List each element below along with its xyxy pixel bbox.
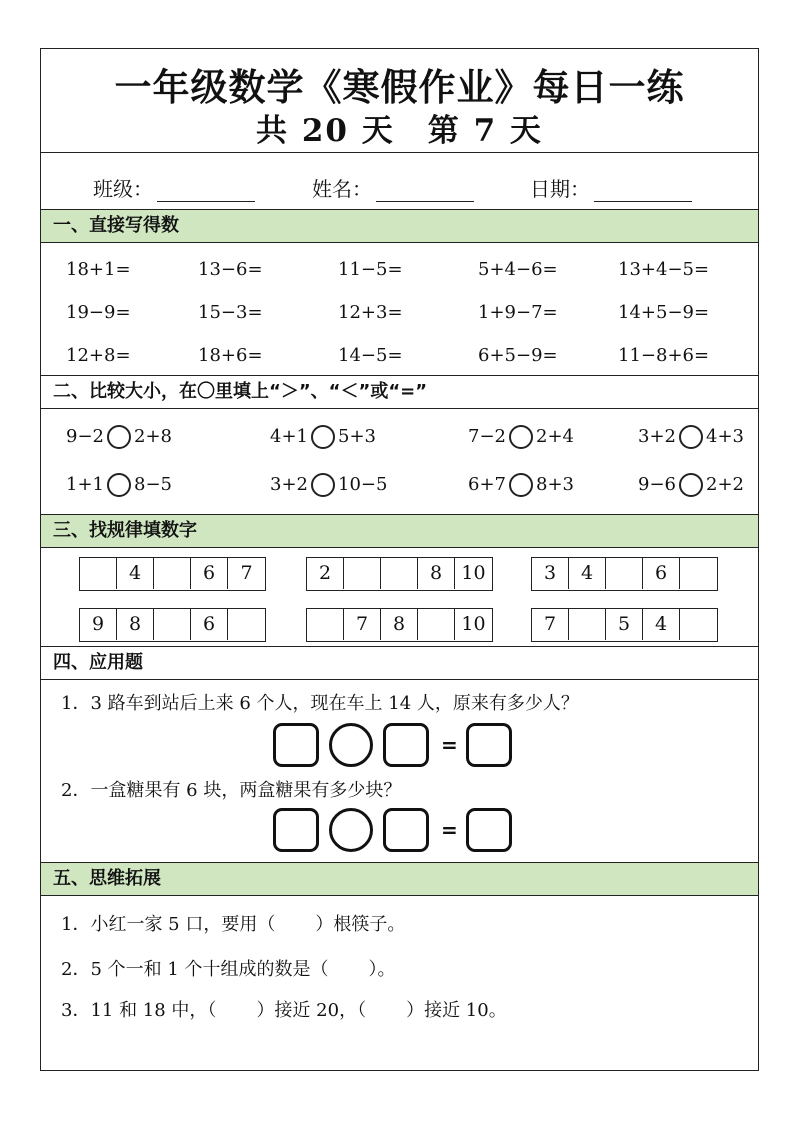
blank-box[interactable] xyxy=(228,609,265,640)
sequence-number: 6 xyxy=(191,558,228,589)
class-label: 班级： xyxy=(93,177,153,201)
compare-circle[interactable] xyxy=(107,425,131,449)
comparison-item xyxy=(270,473,387,497)
arithmetic-problem: 11−8+6= xyxy=(618,345,710,366)
compare-circle[interactable] xyxy=(311,425,335,449)
arithmetic-problem: 12+3= xyxy=(338,302,403,323)
sequence-number: 7 xyxy=(532,609,569,640)
compare-circle[interactable] xyxy=(311,473,335,497)
date-blank[interactable] xyxy=(594,183,692,202)
question-text: ）根筷子。 xyxy=(315,914,406,935)
class-blank[interactable] xyxy=(157,183,255,202)
operator-circle[interactable] xyxy=(329,723,373,767)
blank-box[interactable] xyxy=(154,558,191,589)
right-expression: 2+8 xyxy=(134,426,172,447)
answer-row-2 xyxy=(273,807,522,853)
number-box[interactable] xyxy=(383,723,429,767)
comparison-item xyxy=(638,473,744,497)
result-box[interactable] xyxy=(466,723,512,767)
sequence-number: 4 xyxy=(117,558,154,589)
application-question-2: 2．一盒糖果有 6 块，两盒糖果有多少块？ xyxy=(61,780,402,801)
date-label: 日期： xyxy=(530,177,590,201)
left-expression: 7−2 xyxy=(468,426,506,447)
sequence-number: 7 xyxy=(344,609,381,640)
blank-box[interactable] xyxy=(80,558,117,589)
arithmetic-problem: 15−3= xyxy=(198,302,263,323)
sequence-number: 8 xyxy=(381,609,418,640)
sequence-number: 4 xyxy=(569,558,606,589)
number-sequence xyxy=(306,557,493,591)
arithmetic-problem: 14−5= xyxy=(338,345,403,366)
sequence-number: 2 xyxy=(307,558,344,589)
blank-box[interactable] xyxy=(344,558,381,589)
question-text: ）接近 20，（ xyxy=(256,1000,367,1021)
question-text: 1．小红一家 5 口，要用（ xyxy=(61,914,276,935)
number-sequence xyxy=(79,557,266,591)
sequence-number: 8 xyxy=(418,558,455,589)
number-box[interactable] xyxy=(273,808,319,852)
question-text: ）接近 10。 xyxy=(406,1000,507,1021)
left-expression: 1+1 xyxy=(66,474,104,495)
sequence-number: 10 xyxy=(461,613,486,635)
compare-circle[interactable] xyxy=(679,425,703,449)
answer-row-1 xyxy=(273,722,522,768)
arithmetic-problem: 19−9= xyxy=(66,302,131,323)
section-1-heading: 一、直接写得数 xyxy=(41,209,758,243)
comparison-item xyxy=(468,473,574,497)
sequence-number: 4 xyxy=(643,609,680,640)
sequence-number: 8 xyxy=(117,609,154,640)
sequence-number: 3 xyxy=(532,558,569,589)
class-field[interactable] xyxy=(93,173,255,202)
result-box[interactable] xyxy=(466,808,512,852)
number-box[interactable] xyxy=(383,808,429,852)
left-expression: 3+2 xyxy=(638,426,676,447)
number-sequence xyxy=(531,608,718,642)
right-expression: 8−5 xyxy=(134,474,172,495)
right-expression: 2+4 xyxy=(536,426,574,447)
compare-circle[interactable] xyxy=(679,473,703,497)
question-text: 2．5 个一和 1 个十组成的数是（ xyxy=(61,959,329,980)
arithmetic-problem: 18+6= xyxy=(198,345,263,366)
arithmetic-problem: 18+1= xyxy=(66,259,131,280)
right-expression: 5+3 xyxy=(338,426,376,447)
sequence-number: 7 xyxy=(240,562,253,584)
worksheet xyxy=(40,48,759,1071)
operator-circle[interactable] xyxy=(329,808,373,852)
right-expression: 8+3 xyxy=(536,474,574,495)
comparison-item xyxy=(468,425,574,449)
left-expression: 9−6 xyxy=(638,474,676,495)
sequence-number: 6 xyxy=(191,609,228,640)
left-expression: 6+7 xyxy=(468,474,506,495)
comparison-item xyxy=(66,425,172,449)
name-field[interactable] xyxy=(312,173,474,202)
right-expression: 4+3 xyxy=(706,426,744,447)
arithmetic-problem: 1+9−7= xyxy=(478,302,558,323)
comparison-item xyxy=(270,425,376,449)
sequence-number: 6 xyxy=(643,558,680,589)
arithmetic-problem: 13−6= xyxy=(198,259,263,280)
question-text: 3．11 和 18 中，（ xyxy=(61,1000,217,1021)
left-expression: 4+1 xyxy=(270,426,308,447)
number-box[interactable] xyxy=(273,723,319,767)
section-5-heading: 五、思维拓展 xyxy=(41,862,758,896)
arithmetic-problem: 5+4−6= xyxy=(478,259,558,280)
thinking-question-3 xyxy=(61,996,507,1022)
compare-circle[interactable] xyxy=(509,425,533,449)
page-title: 一年级数学《寒假作业》每日一练 xyxy=(114,65,685,109)
comparison-item xyxy=(638,425,744,449)
blank-box[interactable] xyxy=(569,609,606,640)
blank-box[interactable] xyxy=(418,609,455,640)
sequence-number: 9 xyxy=(80,609,117,640)
left-expression: 3+2 xyxy=(270,474,308,495)
blank-box[interactable] xyxy=(154,609,191,640)
arithmetic-problem: 6+5−9= xyxy=(478,345,558,366)
blank-box[interactable] xyxy=(680,558,717,589)
compare-circle[interactable] xyxy=(107,473,131,497)
right-expression: 2+2 xyxy=(706,474,744,495)
compare-circle[interactable] xyxy=(509,473,533,497)
blank-box[interactable] xyxy=(680,609,717,640)
name-label: 姓名： xyxy=(312,177,372,201)
comparison-item xyxy=(66,473,172,497)
number-sequence xyxy=(79,608,266,642)
equals-sign: = xyxy=(441,818,458,842)
arithmetic-problem: 11−5= xyxy=(338,259,403,280)
arithmetic-problem: 12+8= xyxy=(66,345,131,366)
blank-box[interactable] xyxy=(307,609,344,640)
question-text: ）。 xyxy=(368,959,396,980)
sequence-number: 10 xyxy=(461,562,486,584)
title-block xyxy=(41,49,758,153)
arithmetic-problem: 13+4−5= xyxy=(618,259,710,280)
blank-box[interactable] xyxy=(381,558,418,589)
student-info-row xyxy=(41,153,758,211)
application-question-1: 1．3 路车到站后上来 6 个人，现在车上 14 人，原来有多少人？ xyxy=(61,693,579,714)
number-sequence xyxy=(531,557,718,591)
sequence-number: 5 xyxy=(606,609,643,640)
blank-box[interactable] xyxy=(606,558,643,589)
right-expression: 10−5 xyxy=(338,474,388,495)
section-2-heading: 二、比较大小，在〇里填上“＞”、“＜”或“=” xyxy=(41,375,758,409)
equals-sign: = xyxy=(441,733,458,757)
arithmetic-problem: 14+5−9= xyxy=(618,302,710,323)
thinking-question-1 xyxy=(61,910,405,936)
page-subtitle: 共 20 天 第 7 天 xyxy=(256,113,543,149)
date-field[interactable] xyxy=(530,173,692,202)
section-4-heading: 四、应用题 xyxy=(41,646,758,680)
number-sequence xyxy=(306,608,493,642)
section-3-heading: 三、找规律填数字 xyxy=(41,514,758,548)
left-expression: 9−2 xyxy=(66,426,104,447)
name-blank[interactable] xyxy=(376,183,474,202)
thinking-question-2 xyxy=(61,955,396,981)
